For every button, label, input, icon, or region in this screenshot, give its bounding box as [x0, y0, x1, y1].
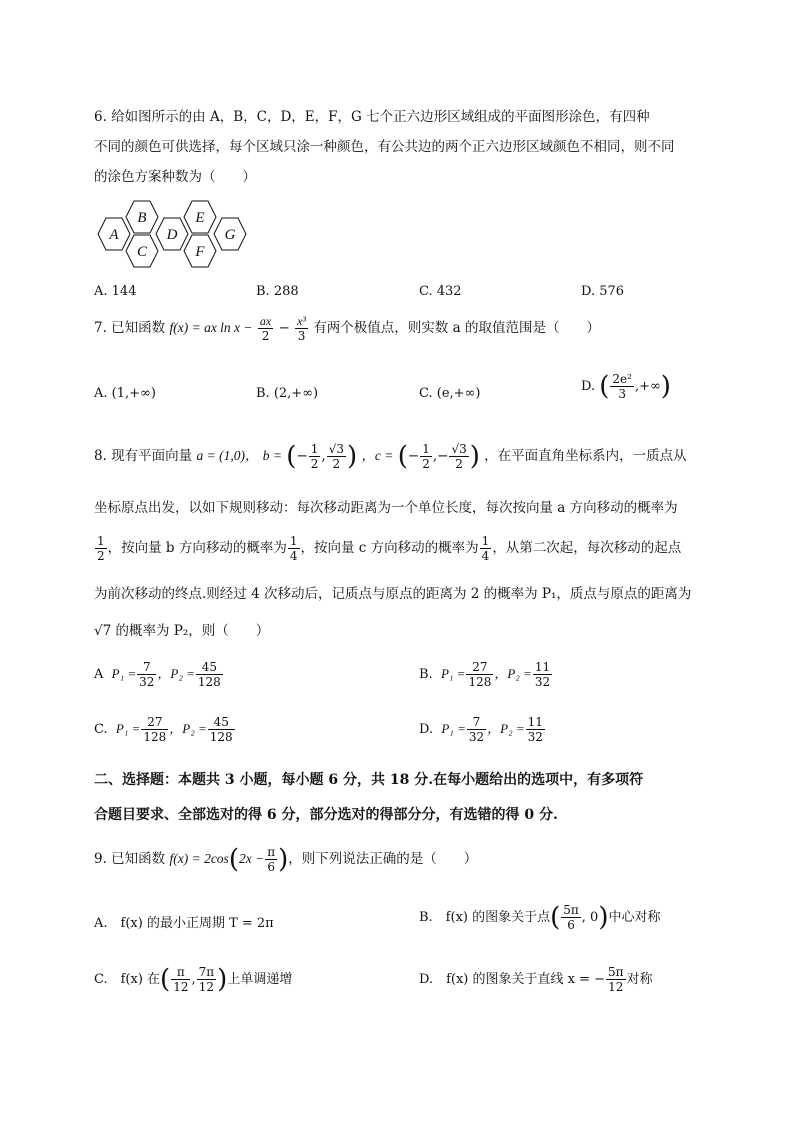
hex-label-d: D	[166, 227, 178, 243]
q7-option-c: C. (e,+∞)	[419, 386, 481, 401]
hex-label-f: F	[195, 244, 205, 260]
q9-option-b: B. f(x) 的图象关于点( $\frac{5\pi}{6}$ , 0)中心对称	[419, 902, 661, 933]
q7-option-a: A. (1,+∞)	[94, 386, 156, 401]
q9-option-c: C. f(x) 在( $\frac{\pi}{12}$ , $\frac{7\pi}{12}$ )上单调递增	[94, 964, 293, 995]
q9-stem: 9. 已知函数 f(x) = 2cos(2x − $\frac{\pi}{6}$ )，则下列说法正确的是（ ）	[94, 844, 478, 875]
section2-line2: 合题目要求、全部选对的得 6 分，部分选对的得部分分，有选错的得 0 分.	[94, 807, 558, 823]
q6-line2: 不同的颜色可供选择，每个区域只涂一种颜色，有公共边的两个正六边形区域颜色不相同，则不同	[94, 139, 675, 155]
hex-label-b: B	[137, 210, 147, 226]
hexagon-figure	[94, 200, 264, 272]
hex-label-e: E	[195, 210, 205, 226]
q7-stem: 7. 已知函数 f(x) = ax ln x − $\frac{ax}{2}$ − $\frac{\text{x³}}{3}$ 有两个极值点，则实数 a 的取值范围是（ ）	[94, 314, 600, 343]
q9-option-a: A. f(x) 的最小正周期 T = 2π	[94, 916, 274, 931]
q9-option-d: D. f(x) 的图象关于直线 x = − $\frac{5\pi}{12}$ 对称	[419, 965, 653, 994]
q6-option-a: A. 144	[94, 284, 137, 299]
q6-option-b: B. 288	[256, 284, 299, 299]
q8-line2: 坐标原点出发，以如下规则移动：每次移动距离为一个单位长度，每次按向量 a 方向移动的概率为	[94, 500, 678, 516]
q6-option-c: C. 432	[419, 284, 462, 299]
q8-option-c: C. P₁ = $\frac{27}{128}$ ，P₂ = $\frac{45}{128}$	[94, 715, 233, 744]
q8-line4: 为前次移动的终点.则经过 4 次移动后，记质点与原点的距离为 2 的概率为 P₁，质点与原点的距离为	[94, 586, 692, 602]
q8-line3: $\frac{1}{2}$ ，按向量 b 方向移动的概率为 $\frac{1}{4}$ ，按向量 c 方向移动的概率为 $\frac{1}{4}$ ，从第二次起，每次移动的起点	[97, 534, 682, 563]
hex-label-g: G	[224, 227, 236, 243]
q7-option-d: D. ( $\frac{\text{2e²}}{3}$ ,+∞)	[581, 371, 671, 402]
q6-line3: 的涂色方案种数为（ ）	[94, 169, 256, 185]
q8-option-d: D. P₁ = $\frac{7}{32}$ ，P₂ = $\frac{11}{32}$	[419, 715, 543, 744]
q8-option-a: A P₁ = $\frac{7}{32}$ ，P₂ = $\frac{45}{128}$	[94, 660, 221, 689]
hex-label-c: C	[136, 244, 148, 260]
q8-line1: 8. 现有平面向量 a = (1,0)， b = (− $\frac{1}{2}$ , $\frac{√3}{2}$ ) ，c = (− $\frac{1}{2}$ ,− $\frac{√3}{2}$ ) ，在平面直角坐标系内，一质点从	[94, 441, 687, 472]
section2-line1: 二、选择题：本题共 3 小题，每小题 6 分，共 18 分.在每小题给出的选项中，有多项符	[94, 772, 644, 788]
q6-option-d: D. 576	[581, 284, 625, 299]
q8-line5: √7 的概率为 P₂，则（ ）	[94, 623, 270, 639]
q6-line1: 6. 给如图所示的由 A，B，C，D，E，F，G 七个正六边形区域组成的平面图形涂色，有四种	[94, 109, 650, 125]
q8-option-b: B. P₁ = $\frac{27}{128}$ ，P₂ = $\frac{11}{32}$	[419, 660, 551, 689]
hex-label-a: A	[109, 227, 119, 243]
q7-option-b: B. (2,+∞)	[256, 386, 319, 401]
